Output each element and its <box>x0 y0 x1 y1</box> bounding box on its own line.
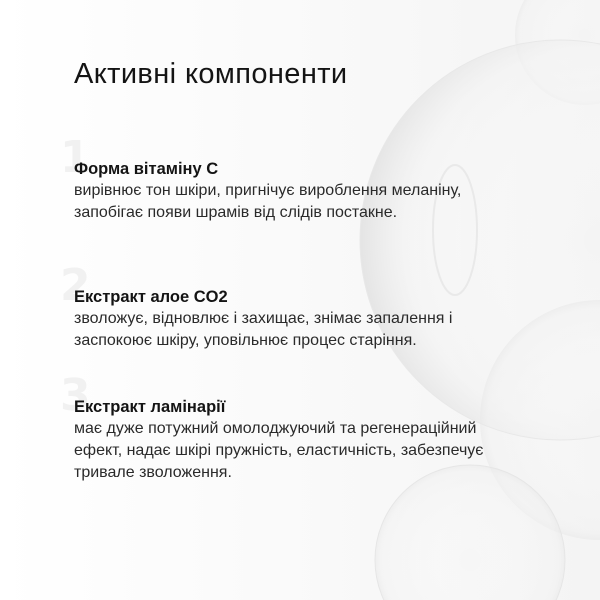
item-description: вирівнює тон шкіри, пригнічує вироблення меланіну, запобігає появи шрамів від слідів постакне. <box>74 182 462 221</box>
item-number: 2 <box>60 260 91 311</box>
item-number: 1 <box>60 132 91 183</box>
item-title: Форма вітаміну С <box>74 160 219 178</box>
item-description: зволожує, відновлює і захищає, знімає запалення і заспокоює шкіру, уповільнює процес старіння. <box>74 310 453 349</box>
item-title: Екстракт алое CO2 <box>74 288 228 306</box>
component-item-3 <box>60 370 534 484</box>
item-title: Екстракт ламінарії <box>74 398 226 416</box>
component-item-1 <box>60 132 534 224</box>
page-title: Активні компоненти <box>74 58 348 90</box>
component-item-2 <box>60 260 534 352</box>
item-number: 3 <box>60 370 91 421</box>
item-description: має дуже потужний омолоджуючий та регенераційний ефект, надає шкірі пружність, еластичність, забезпечує тривале зволоження. <box>74 420 484 481</box>
